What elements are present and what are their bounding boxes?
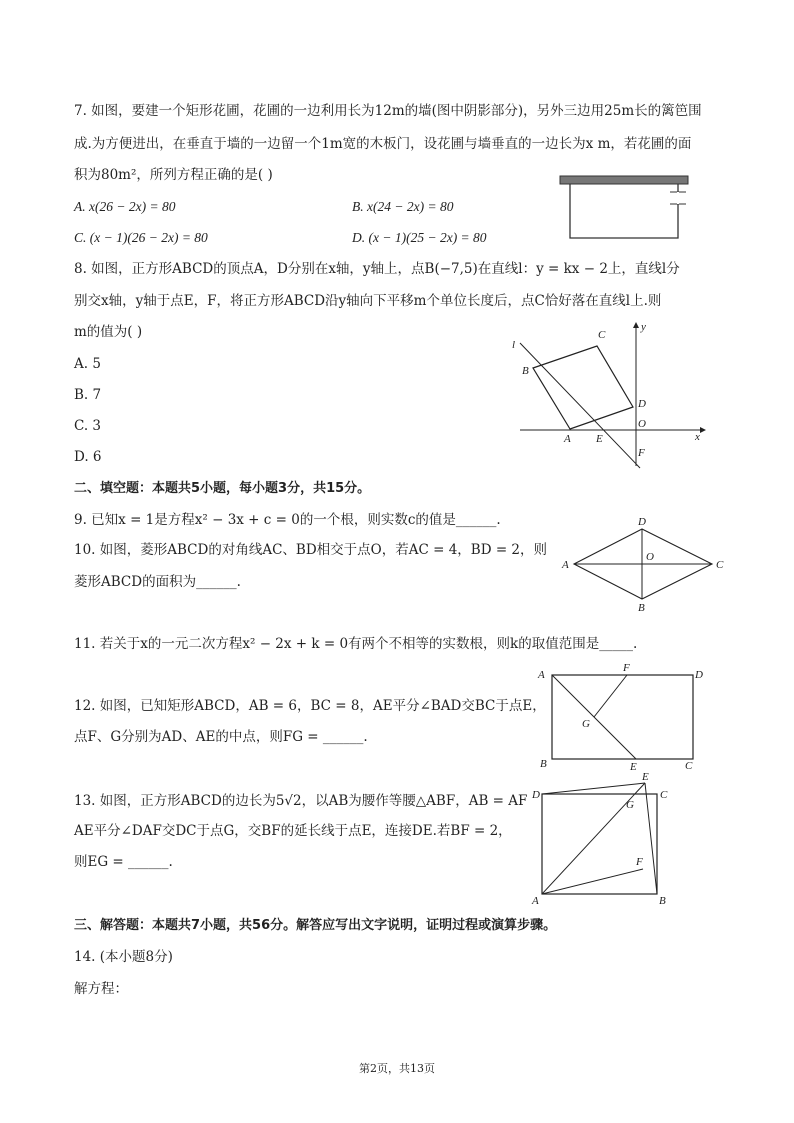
q10-line2: 菱形ABCD的面积为______. (74, 574, 241, 590)
label-b: B (522, 365, 529, 377)
label-c: C (685, 760, 693, 772)
label-b: B (659, 895, 666, 907)
wall (560, 176, 688, 184)
label-g: G (626, 799, 634, 811)
q9-text: 9. 已知x = 1是方程x² − 3x + c = 0的一个根，则实数c的值是______. (74, 512, 501, 528)
label-e: E (630, 761, 637, 773)
q11-text: 11. 若关于x的一元二次方程x² − 2x + k = 0有两个不相等的实数根，则k的取值范围是_____. (74, 636, 638, 652)
q7-option-b: B. x(24 − 2x) = 80 (352, 199, 454, 214)
q7-option-a: A. x(26 − 2x) = 80 (74, 199, 176, 214)
segment-de (542, 783, 645, 794)
square-abcd (533, 346, 633, 429)
q12-line1: 12. 如图，已知矩形ABCD，AB = 6，BC = 8，AE平分∠BAD交BC于点E， (74, 698, 546, 714)
label-d: D (532, 789, 540, 801)
fence (570, 184, 678, 238)
section2-heading: 二、填空题：本题共5小题，每小题3分，共15分。 (74, 481, 371, 496)
q10-line1: 10. 如图，菱形ABCD的对角线AC、BD相交于点O，若AC = 4，BD = 2，则 (74, 542, 548, 558)
label-a: A (564, 433, 571, 445)
q7-option-c: C. (x − 1)(26 − 2x) = 80 (74, 230, 208, 245)
q14-prompt: 解方程： (74, 981, 128, 997)
label-d: D (638, 398, 646, 410)
page-footer: 第2页，共13页 (359, 1062, 435, 1075)
segment-be (645, 783, 657, 894)
segment-fg (594, 675, 627, 717)
label-g: G (582, 718, 590, 730)
q7-garden-figure (560, 172, 690, 242)
segment-af (542, 869, 643, 894)
q13-square-figure (530, 772, 675, 907)
y-arrow-icon (633, 322, 639, 328)
q8-option-c: C. 3 (74, 418, 102, 434)
q8-line1: 8. 如图，正方形ABCD的顶点A，D分别在x轴，y轴上，点B(−7,5)在直线l：y = kx − 2上，直线l分 (74, 261, 680, 277)
label-f: F (623, 662, 630, 674)
q7-option-d: D. (x − 1)(25 − 2x) = 80 (352, 230, 487, 245)
label-y: y (641, 321, 646, 333)
q12-rectangle-figure (535, 660, 715, 775)
label-c: C (716, 559, 724, 571)
square-abcd (542, 794, 657, 894)
line-l (520, 343, 640, 468)
label-o: O (646, 551, 654, 563)
q8-option-b: B. 7 (74, 387, 102, 403)
q13-line3: 则EG = ______. (74, 854, 173, 870)
label-d: D (638, 516, 646, 528)
label-e: E (642, 771, 649, 783)
q8-line2: 别交x轴，y轴于点E，F，将正方形ABCD沿y轴向下平移m个单位长度后，点C恰好落在直线l上.则 (74, 293, 662, 309)
q8-line3: m的值为( ) (74, 324, 143, 340)
label-d: D (695, 669, 703, 681)
label-c: C (660, 789, 668, 801)
label-b: B (540, 758, 547, 770)
label-f: F (638, 447, 645, 459)
label-a: A (532, 895, 539, 907)
label-e: E (596, 433, 603, 445)
label-f: F (636, 856, 643, 868)
q10-rhombus-figure (560, 515, 730, 614)
label-o: O (638, 418, 646, 430)
label-a: A (562, 559, 569, 571)
q8-option-a: A. 5 (74, 356, 101, 372)
q8-option-d: D. 6 (74, 449, 102, 465)
q7-line1: 7. 如图，要建一个矩形花圃，花圃的一边利用长为12m的墙(图中阴影部分)，另外三边用25m长的篱笆围 (74, 103, 702, 119)
q8-coordinate-figure (510, 318, 710, 468)
label-l: l (512, 339, 516, 351)
label-a: A (538, 669, 545, 681)
q13-line2: AE平分∠DAF交DC于点G，交BF的延长线于点E，连接DE.若BF = 2， (74, 823, 512, 839)
rectangle-abcd (552, 675, 693, 759)
section3-heading: 三、解答题：本题共7小题，共56分。解答应写出文字说明，证明过程或演算步骤。 (74, 918, 557, 933)
label-b: B (638, 602, 645, 614)
q13-line1: 13. 如图，正方形ABCD的边长为5√2，以AB为腰作等腰△ABF，AB = AF (74, 793, 528, 809)
q7-line2: 成.为方便进出，在垂直于墙的一边留一个1m宽的木板门，设花圃与墙垂直的一边长为x m，若花圃的面 (74, 136, 692, 152)
q12-line2: 点F、G分别为AD、AE的中点，则FG = ______. (74, 729, 368, 745)
label-x: x (695, 431, 700, 443)
x-arrow-icon (700, 427, 706, 433)
q7-line3: 积为80m²，所列方程正确的是( ) (74, 167, 273, 183)
q14-title: 14. (本小题8分) (74, 949, 173, 965)
label-c: C (598, 329, 606, 341)
